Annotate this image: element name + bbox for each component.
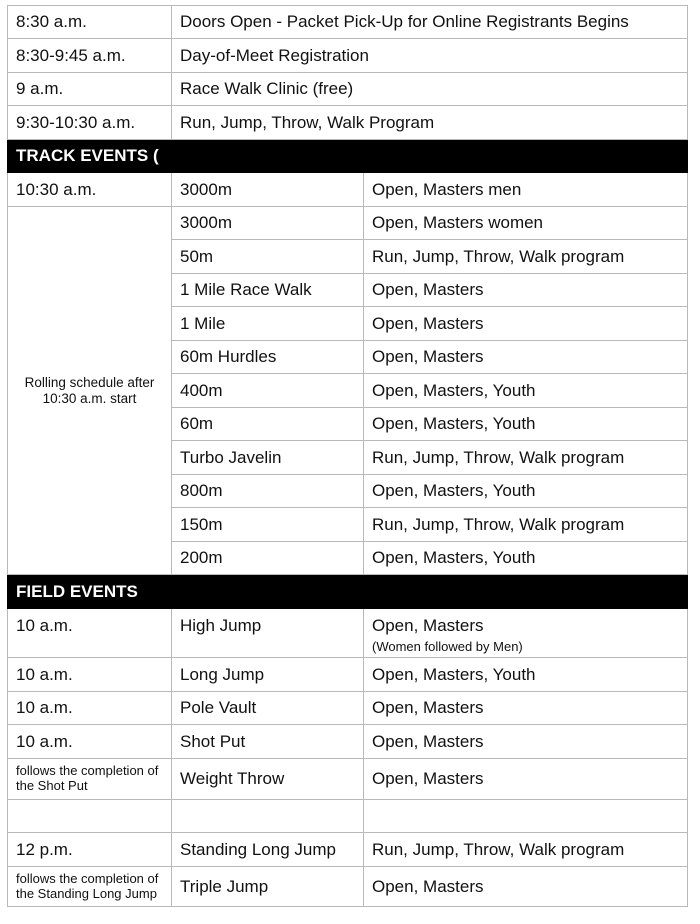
field-events-heading: FIELD EVENTS [8, 575, 688, 609]
division-cell: Open, Masters [364, 341, 688, 374]
description-cell: Race Walk Clinic (free) [172, 73, 688, 106]
empty-cell [8, 800, 172, 833]
division-cell: Open, Masters [364, 867, 688, 907]
track-events-header-row [8, 140, 688, 173]
event-cell: Weight Throw [172, 759, 364, 800]
description-cell: Doors Open - Packet Pick-Up for Online Registrants Begins [172, 6, 688, 39]
field-events-header-row [8, 575, 688, 609]
division-cell: Open, Masters, Youth [364, 374, 688, 408]
division-cell: Open, Masters, Youth [364, 408, 688, 441]
event-cell: Pole Vault [172, 692, 364, 725]
table-row [8, 658, 688, 692]
event-cell: High Jump [172, 609, 364, 658]
table-row [8, 725, 688, 759]
table-row [8, 759, 688, 800]
event-cell: Standing Long Jump [172, 833, 364, 867]
table-row [8, 833, 688, 867]
division-cell: Run, Jump, Throw, Walk program [364, 441, 688, 475]
time-cell: 8:30 a.m. [8, 6, 172, 39]
division-cell: Run, Jump, Throw, Walk program [364, 833, 688, 867]
time-cell: 8:30-9:45 a.m. [8, 39, 172, 73]
event-cell: 60m Hurdles [172, 341, 364, 374]
event-cell: Shot Put [172, 725, 364, 759]
description-cell: Day-of-Meet Registration [172, 39, 688, 73]
division-note: (Women followed by Men) [372, 638, 523, 654]
table-row [8, 207, 688, 240]
event-cell: 1 Mile Race Walk [172, 274, 364, 307]
time-cell: follows the completion of the Standing Long Jump [8, 867, 172, 907]
time-cell: 10 a.m. [8, 692, 172, 725]
event-cell: Long Jump [172, 658, 364, 692]
time-cell: 9:30-10:30 a.m. [8, 106, 172, 140]
table-row [8, 6, 688, 39]
table-row [8, 609, 688, 658]
time-cell: 10 a.m. [8, 725, 172, 759]
division-cell: Open, Masters [364, 759, 688, 800]
division-cell: Open, Masters [364, 725, 688, 759]
event-cell: 200m [172, 542, 364, 575]
division-cell: Open, Masters women [364, 207, 688, 240]
event-cell: 150m [172, 508, 364, 542]
division-cell: Open, Masters, Youth [364, 475, 688, 508]
event-cell: 3000m [172, 207, 364, 240]
table-row [8, 39, 688, 73]
description-cell: Run, Jump, Throw, Walk Program [172, 106, 688, 140]
table-row [8, 106, 688, 140]
event-cell: 400m [172, 374, 364, 408]
table-row [8, 867, 688, 907]
empty-cell [172, 800, 364, 833]
time-cell: 10 a.m. [8, 658, 172, 692]
table-row [8, 692, 688, 725]
rolling-schedule-note: Rolling schedule after 10:30 a.m. start [8, 207, 172, 575]
time-cell: 10 a.m. [8, 609, 172, 658]
division-text: Open, Masters [372, 616, 484, 635]
empty-row [8, 800, 688, 833]
table-row [8, 173, 688, 207]
time-cell: follows the completion of the Shot Put [8, 759, 172, 800]
division-cell: Run, Jump, Throw, Walk program [364, 240, 688, 274]
event-cell: Turbo Javelin [172, 441, 364, 475]
table-row [8, 73, 688, 106]
division-cell: Open, Masters, Youth [364, 658, 688, 692]
event-cell: Triple Jump [172, 867, 364, 907]
time-cell: 9 a.m. [8, 73, 172, 106]
time-cell: 12 p.m. [8, 833, 172, 867]
division-cell: Open, Masters, Youth [364, 542, 688, 575]
track-events-heading: TRACK EVENTS ( [8, 140, 688, 173]
division-cell: Open, Masters men [364, 173, 688, 207]
empty-cell [364, 800, 688, 833]
event-cell: 50m [172, 240, 364, 274]
division-cell: Open, Masters [364, 307, 688, 341]
event-cell: 800m [172, 475, 364, 508]
division-cell [364, 609, 688, 658]
division-cell: Open, Masters [364, 692, 688, 725]
time-cell: 10:30 a.m. [8, 173, 172, 207]
event-cell: 3000m [172, 173, 364, 207]
division-cell: Open, Masters [364, 274, 688, 307]
division-cell: Run, Jump, Throw, Walk program [364, 508, 688, 542]
meet-schedule-table [7, 5, 688, 907]
event-cell: 1 Mile [172, 307, 364, 341]
event-cell: 60m [172, 408, 364, 441]
